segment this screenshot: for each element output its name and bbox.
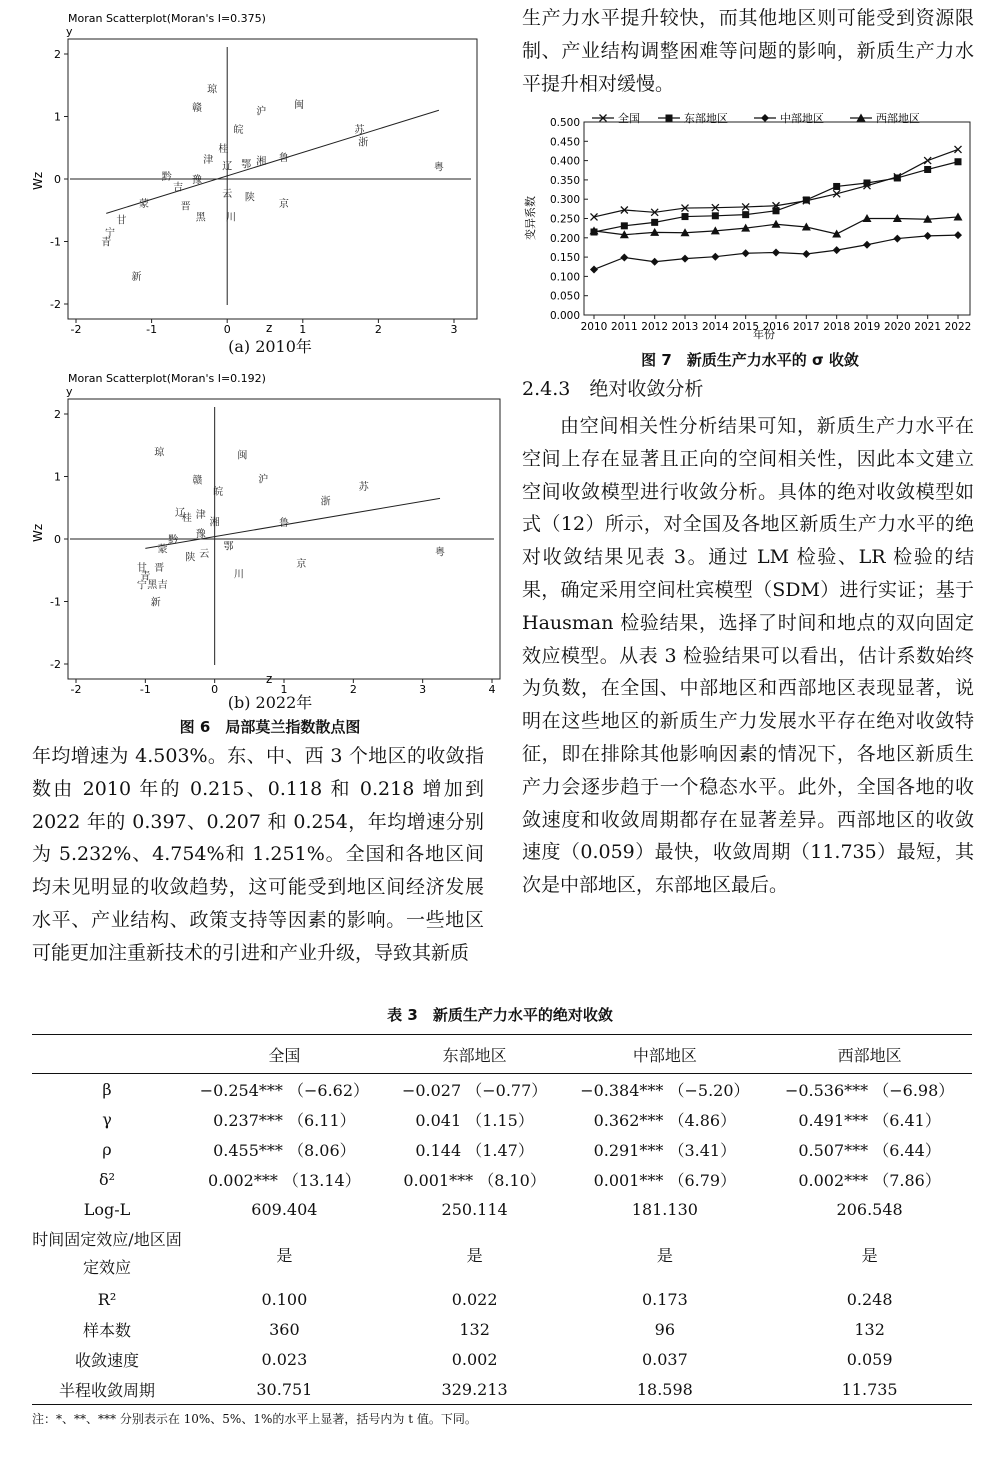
province-point: 粤 (433, 162, 444, 174)
table-row (32, 1104, 972, 1134)
table-cell: 11.735 (767, 1374, 972, 1405)
province-point: 陕 (244, 192, 255, 204)
x-tick-label: 2 (374, 323, 382, 336)
province-point: 鲁 (278, 153, 289, 165)
province-point: 川 (233, 569, 244, 581)
province-point: 宁 (105, 228, 116, 240)
province-point: 京 (278, 198, 289, 210)
table-cell: −0.027 （−0.77） (401, 1080, 548, 1100)
row-label: 时间固定效应/地区固定效应 (32, 1230, 182, 1277)
y-tick-label: 0.450 (549, 136, 580, 149)
province-point: 琼 (154, 447, 165, 459)
y-tick-label: -2 (50, 658, 61, 671)
legend-label: 西部地区 (876, 112, 920, 125)
y-tick-label: 0.100 (549, 271, 580, 284)
data-point (742, 249, 750, 257)
table-cell: 是 (276, 1245, 293, 1265)
data-point (682, 213, 689, 220)
province-point: 新 (131, 271, 142, 283)
data-point (773, 207, 780, 214)
data-point (893, 235, 901, 243)
table-cell: 0.507*** （6.44） (798, 1140, 941, 1160)
y-axis-label: 变异系数 (524, 196, 537, 240)
x-tick-label: 2012 (641, 321, 669, 333)
y-tick-label: 0.200 (549, 232, 580, 245)
x-axis-label: z (266, 672, 273, 686)
province-point: 蒙 (157, 544, 168, 556)
paragraph-text: 生产力水平提升较快，而其他地区则可能受到资源限制、产业结构调整困难等问题的影响，新质生产力水平提升相对缓慢。 (522, 7, 974, 95)
x-tick-label: 2020 (883, 321, 911, 333)
table-cell: 609.404 (251, 1199, 318, 1219)
table-cell: 329.213 (387, 1374, 563, 1405)
data-point (712, 212, 719, 219)
table-cell: 0.455*** （8.06） (213, 1140, 356, 1160)
data-point (833, 183, 840, 190)
province-point: 鄂 (241, 159, 252, 171)
row-label: γ (102, 1109, 112, 1129)
data-point (590, 265, 598, 273)
table-cell: 0.002*** （7.86） (798, 1170, 941, 1190)
x-tick-label: -2 (70, 683, 82, 696)
province-point: 闽 (294, 100, 305, 111)
province-point: 津 (195, 510, 206, 521)
section-title: 绝对收敛分析 (589, 378, 704, 400)
y-axis-label: Wz (31, 523, 45, 542)
data-point (955, 158, 962, 165)
row-label: Log-L (83, 1199, 131, 1219)
table-cell: 是 (466, 1245, 483, 1265)
province-point: 闽 (237, 450, 248, 462)
table-cell: 96 (654, 1319, 676, 1339)
table-cell: −0.536*** （−6.98） (784, 1080, 955, 1100)
province-point: 黑 (195, 212, 206, 224)
y-tick-label: 1 (54, 110, 61, 124)
table-cell: −0.254*** （−6.62） (199, 1080, 370, 1100)
x-tick-label: 2016 (762, 321, 790, 333)
y-tick-label: -1 (50, 595, 61, 609)
province-point: 新 (150, 597, 161, 609)
table-row (32, 1074, 972, 1105)
x-tick-label: 3 (450, 323, 458, 336)
province-point: 桂 (218, 143, 229, 155)
table-cell: 132 (854, 1319, 885, 1339)
row-label: β (102, 1079, 112, 1099)
data-point (761, 114, 769, 122)
row-label: δ² (98, 1169, 116, 1189)
x-tick-label: 2010 (580, 321, 608, 333)
table-cell: 0.291*** （3.41） (593, 1140, 737, 1160)
row-label: ρ (102, 1139, 112, 1159)
table-cell: 0.002*** （13.14） (208, 1170, 361, 1190)
data-point (711, 253, 719, 261)
province-point: 吉 (173, 182, 184, 194)
plot-area (50, 47, 471, 336)
table-3 (32, 1034, 972, 1405)
province-point: 辽 (222, 161, 233, 173)
table-row (32, 1344, 972, 1374)
province-point: 浙 (358, 137, 369, 149)
province-point: 黑 (147, 580, 158, 591)
data-point (924, 157, 931, 164)
x-tick-label: 2013 (671, 321, 699, 333)
table-cell: 0.248 (846, 1289, 893, 1309)
y-tick-label: -2 (50, 298, 61, 311)
x-tick-label: 2019 (853, 321, 881, 333)
x-axis-label: 年份 (753, 328, 775, 341)
y-letter: y (66, 25, 73, 38)
y-tick-label: -1 (50, 235, 61, 249)
data-point (802, 250, 810, 258)
data-point (924, 166, 931, 173)
x-tick-label: 2015 (732, 321, 760, 333)
table-row (32, 1314, 972, 1344)
x-tick-label: 2021 (914, 321, 942, 333)
province-point: 琼 (207, 84, 218, 96)
table-row (32, 1194, 972, 1224)
data-point (924, 232, 932, 240)
table-note: 注：*、**、*** 分别表示在 10%、5%、1%的水平上显著，括号内为 t 值。下同。 (32, 1412, 477, 1426)
row-label: 样本数 (82, 1320, 131, 1340)
province-point: 吉 (157, 580, 168, 591)
province-point: 津 (203, 155, 214, 166)
data-point (666, 115, 673, 122)
x-tick-label: 3 (419, 683, 427, 696)
data-point (772, 220, 781, 228)
table-cell: 18.598 (562, 1374, 767, 1405)
x-tick-label: 2014 (701, 321, 729, 333)
province-point: 苏 (358, 481, 369, 493)
province-point: 皖 (233, 125, 244, 136)
province-point: 陕 (185, 552, 196, 564)
y-tick-label: 0.500 (549, 117, 580, 129)
data-point (955, 146, 962, 153)
y-tick-label: 0 (54, 533, 61, 546)
table-cell: 250.114 (441, 1199, 508, 1219)
x-tick-label: 1 (280, 683, 288, 696)
province-point: 苏 (354, 125, 365, 136)
data-point (954, 212, 963, 220)
table-cell: 0.491*** （6.41） (798, 1110, 941, 1130)
data-point (833, 246, 841, 254)
y-tick-label: 0.000 (549, 310, 580, 322)
table-cell: 0.002 (451, 1349, 498, 1369)
table-cell: 360 (269, 1319, 300, 1339)
province-point: 鄂 (223, 541, 234, 553)
table-cell: 181.130 (631, 1199, 698, 1219)
row-label: 收敛速度 (74, 1350, 139, 1370)
table-cell: 0.041 （1.15） (415, 1110, 534, 1130)
province-point: 云 (199, 548, 210, 560)
y-tick-label: 0.250 (549, 213, 580, 226)
scatter-title: Moran Scatterplot(Moran's I=0.192) (68, 372, 266, 385)
series-line (594, 149, 958, 217)
column-header (32, 1035, 182, 1074)
table-cell: 0.023 (261, 1349, 308, 1369)
y-tick-label: 0.150 (549, 252, 580, 265)
y-tick-label: 2 (54, 408, 61, 421)
province-point: 沪 (256, 106, 267, 118)
right-top-paragraph (522, 2, 974, 100)
data-point (894, 174, 901, 181)
province-point: 豫 (191, 175, 202, 186)
paragraph-text: 由空间相关性分析结果可知，新质生产力水平在空间上存在显著且正向的空间相关性，因此本文建立空间收敛模型进行收敛分析。具体的绝对收敛模型如式（12）所示，对全国及各地区新质生产力水平的绝对收敛结果见表 3。通过 LM 检验、LR 检验的结果，确定采用空间杜宾模型（SDM）进行实证；基于 Hausman 检验结果，选择了时间和地点的双向固定效应模型。从表 3 检验结果可以看出，估计系数始终为负数，在全国、中部地区和西部地区表现显著，说明在这些地区的新质生产力发展水平存在绝对收敛特征，即在排除其他影响因素的情况下，各地区新质生产力会逐步趋于一个稳态水平。此外，全国各地的收敛速度和收敛周期都存在显著差异。西部地区的收敛速度（0.059）最快，收敛周期（11.735）最短，其次是中部地区，东部地区最后。 (522, 415, 974, 897)
section-number: 2.4.3 (522, 378, 571, 400)
table-cell: 0.001*** （8.10） (403, 1170, 546, 1190)
data-point (651, 258, 659, 266)
province-point: 湘 (256, 156, 267, 168)
y-tick-label: 0.050 (549, 290, 580, 303)
left-paragraph (32, 740, 484, 970)
table-cell: 0.037 (641, 1349, 688, 1369)
regression-line (106, 110, 439, 213)
x-tick-label: 2011 (610, 321, 638, 333)
column-header: 全国 (182, 1035, 387, 1074)
table-cell: 0.173 (641, 1289, 688, 1309)
legend-label: 东部地区 (684, 112, 728, 125)
table-3-caption: 表 3 新质生产力水平的绝对收敛 (387, 1006, 613, 1024)
x-tick-label: 0 (223, 323, 231, 336)
plot-area (50, 407, 495, 696)
province-point: 晋 (180, 201, 191, 213)
subcaption-a: (a) 2010年 (228, 337, 312, 356)
plot-area (550, 117, 971, 333)
province-point: 青 (101, 237, 112, 249)
province-point: 蒙 (139, 198, 150, 210)
paragraph-text: 年均增速为 4.503%。东、中、西 3 个地区的收敛指数由 2010 年的 0.215、0.118 和 0.218 增加到 2022 年的 0.397、0.207 和 0.254，年均增速分别为 5.232%、4.754%和 1.251%。全国和各地区间均未见明显的收敛趋势，这可能受到地区间经济发展水平、产业结构、政策支持等因素的影响。一些地区可能更加注重新技术的引进和产业升级，导致其新质 (32, 745, 484, 964)
table-cell: 0.362*** （4.86） (593, 1110, 737, 1130)
scatter-title: Moran Scatterplot(Moran's I=0.375) (68, 12, 266, 25)
table-cell: 是 (861, 1245, 878, 1265)
column-header: 西部地区 (767, 1035, 972, 1074)
province-point: 晋 (154, 563, 165, 575)
province-point: 甘 (136, 563, 147, 575)
legend-label: 中部地区 (780, 112, 824, 125)
province-point: 粤 (435, 547, 445, 559)
x-tick-label: 2022 (944, 321, 972, 333)
province-point: 豫 (195, 528, 206, 540)
province-point: 黔 (168, 535, 179, 546)
data-point (620, 253, 628, 261)
data-point (621, 222, 628, 229)
data-point (651, 219, 658, 226)
y-tick-label: 2 (54, 48, 61, 61)
province-point: 宁 (136, 580, 147, 592)
table-cell: 0.022 (451, 1289, 498, 1309)
subcaption-b: (b) 2022年 (227, 693, 313, 712)
x-tick-label: -2 (70, 323, 82, 336)
province-point: 川 (225, 212, 236, 224)
x-axis-label: z (266, 321, 273, 335)
data-point (742, 211, 749, 218)
province-point: 甘 (116, 215, 127, 227)
y-tick-label: 0.350 (549, 174, 580, 187)
x-tick-label: 2 (349, 683, 357, 696)
y-letter: y (66, 385, 73, 398)
province-point: 赣 (191, 103, 202, 115)
y-tick-label: 0.400 (549, 155, 580, 168)
x-tick-label: -1 (146, 323, 158, 336)
province-point: 青 (140, 571, 151, 583)
province-point: 沪 (258, 474, 269, 486)
data-point (864, 179, 871, 186)
province-point: 桂 (181, 513, 192, 525)
right-paragraph (522, 410, 974, 902)
column-header: 东部地区 (387, 1035, 563, 1074)
table-row (32, 1224, 972, 1284)
table-cell: 0.100 (261, 1289, 308, 1309)
y-tick-label: 0.300 (549, 194, 580, 207)
row-label: R² (97, 1289, 117, 1309)
province-point: 云 (222, 188, 233, 200)
data-point (954, 231, 962, 239)
province-point: 黔 (161, 171, 172, 183)
moran-scatter-2022 (30, 366, 496, 696)
figure-7-caption: 图 7 新质生产力水平的 σ 收敛 (641, 351, 859, 369)
moran-scatter-2010 (30, 6, 490, 336)
table-cell: −0.384*** （−5.20） (580, 1080, 750, 1100)
province-point: 辽 (175, 508, 185, 520)
x-tick-label: 2017 (792, 321, 820, 333)
table-cell: 0.144 （1.47） (415, 1140, 534, 1160)
column-header: 中部地区 (562, 1035, 767, 1074)
x-tick-label: 1 (299, 323, 307, 336)
data-point (803, 196, 810, 203)
table-cell: 0.059 (846, 1349, 893, 1369)
province-point: 鲁 (279, 518, 289, 530)
legend-label: 全国 (618, 112, 640, 125)
province-point: 皖 (213, 486, 224, 498)
y-tick-label: 0 (54, 173, 61, 186)
x-tick-label: -1 (139, 683, 151, 696)
table-cell: 是 (656, 1245, 673, 1265)
section-heading (522, 374, 703, 401)
table-row (32, 1134, 972, 1164)
province-point: 赣 (192, 475, 203, 487)
table-row (32, 1374, 972, 1405)
table-cell: 132 (459, 1319, 490, 1339)
table-cell: 0.237*** （6.11） (213, 1110, 356, 1130)
table-cell: 0.001*** （6.79） (593, 1170, 737, 1190)
table-row (32, 1284, 972, 1314)
table-row (32, 1164, 972, 1194)
legend (592, 111, 920, 125)
sigma-convergence-chart (520, 108, 980, 343)
row-label: 半程收敛周期 (32, 1374, 182, 1405)
province-point: 湘 (209, 517, 220, 529)
x-tick-label: 0 (211, 683, 219, 696)
figure-6-caption: 图 6 局部莫兰指数散点图 (179, 718, 361, 736)
y-axis-label: Wz (31, 171, 45, 190)
x-tick-label: 4 (488, 683, 496, 696)
table-cell: 30.751 (182, 1374, 387, 1405)
province-point: 京 (296, 558, 307, 570)
data-point (772, 248, 780, 256)
x-tick-label: 2018 (823, 321, 851, 333)
table-cell: 206.548 (836, 1199, 903, 1219)
data-point (681, 255, 689, 263)
province-point: 浙 (320, 496, 331, 508)
data-point (863, 241, 871, 249)
y-tick-label: 1 (54, 470, 61, 484)
